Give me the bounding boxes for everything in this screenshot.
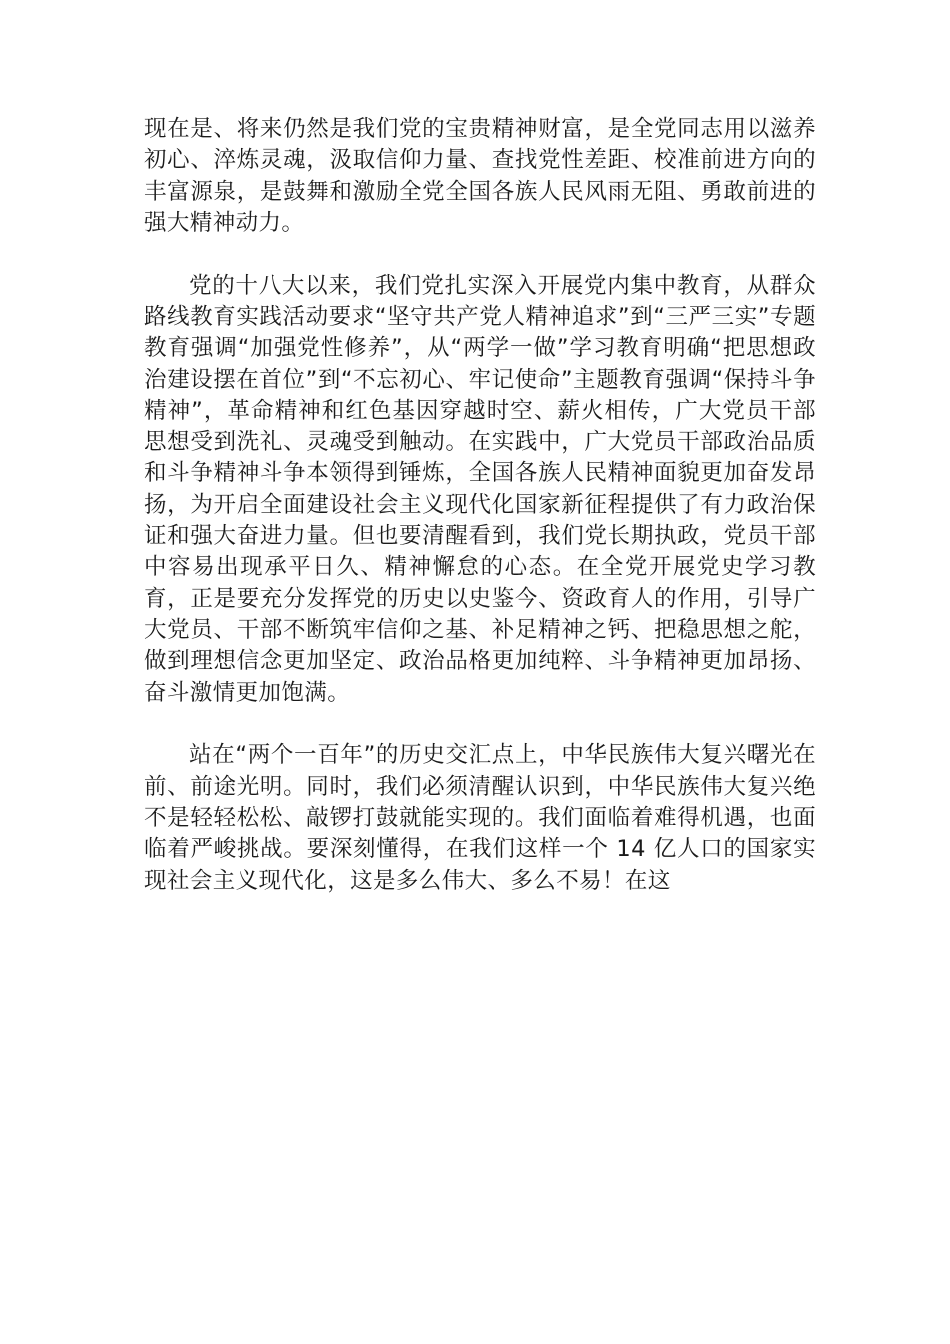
paragraph-continued: 现在是、将来仍然是我们党的宝贵精神财富，是全党同志用以滋养初心、淬炼灵魂，汲取信仰力量、查找党性差距、校准前进方向的丰富源泉，是鼓舞和激励全党全国各族人民风雨无阻、勇敢前进的强大精神动力。: [144, 116, 816, 236]
paragraph-two-centenaries: 站在“两个一百年”的历史交汇点上，中华民族伟大复兴曙光在前、前途光明。同时，我们必须清醒认识到，中华民族伟大复兴绝不是轻轻松松、敲锣打鼓就能实现的。我们面临着难得机遇，也面临着严峻挑战。要深刻懂得，在我们这样一个 14 亿人口的国家实现社会主义现代化，这是多么伟大、多么不易！在这: [144, 742, 816, 894]
paragraph-party-education: 党的十八大以来，我们党扎实深入开展党内集中教育，从群众路线教育实践活动要求“坚守共产党人精神追求”到“三严三实”专题教育强调“加强党性修养”，从“两学一做”学习教育明确“把思想政治建设摆在首位”到“不忘初心、牢记使命”主题教育强调“保持斗争精神”，革命精神和红色基因穿越时空、薪火相传，广大党员干部思想受到洗礼、灵魂受到触动。在实践中，广大党员干部政治品质和斗争精神斗争本领得到锤炼，全国各族人民精神面貌更加奋发昂扬，为开启全面建设社会主义现代化国家新征程提供了有力政治保证和强大奋进力量。但也要清醒看到，我们党长期执政，党员干部中容易出现承平日久、精神懈怠的心态。在全党开展党史学习教育，正是要充分发挥党的历史以史鉴今、资政育人的作用，引导广大党员、干部不断筑牢信仰之基、补足精神之钙、把稳思想之舵，做到理想信念更加坚定、政治品格更加纯粹、斗争精神更加昂扬、奋斗激情更加饱满。: [144, 272, 816, 706]
document-body: [144, 114, 816, 897]
